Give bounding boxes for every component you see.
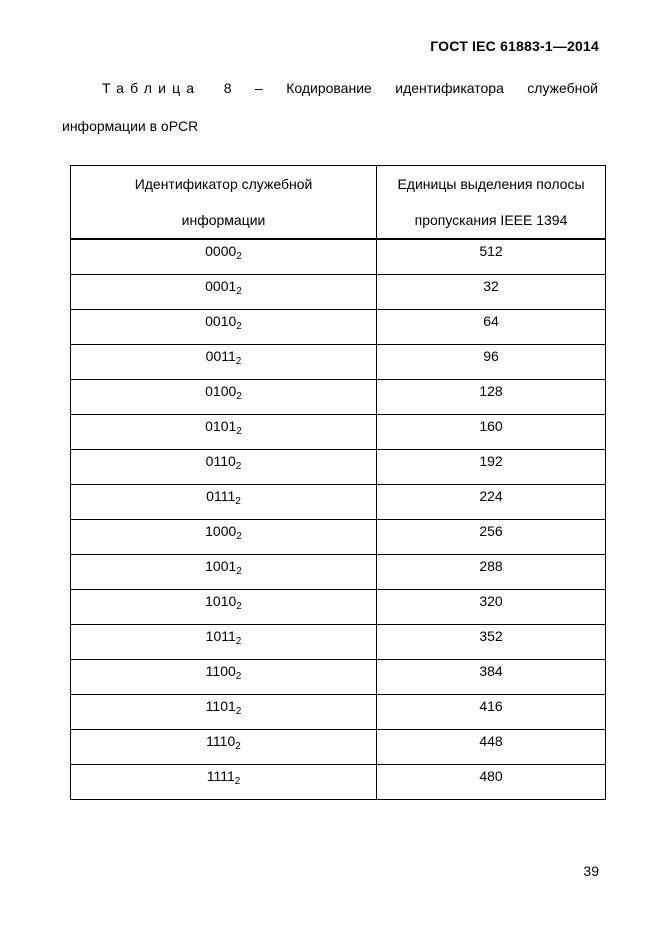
table-row	[71, 414, 606, 449]
identifier-cell	[71, 274, 377, 309]
bandwidth-units-cell: 448	[377, 729, 606, 764]
column-header-line: пропускания IEEE 1394	[414, 212, 568, 228]
identifier-value: 0111	[206, 487, 236, 504]
identifier-cell	[71, 624, 377, 659]
identifier-cell	[71, 659, 377, 694]
identifier-cell	[71, 484, 377, 519]
bandwidth-units-cell: 224	[377, 484, 606, 519]
table-row	[71, 764, 606, 799]
identifier-value: 1001	[205, 557, 237, 574]
identifier-value: 0011	[205, 347, 236, 364]
identifier-cell	[71, 239, 377, 274]
table-row	[71, 344, 606, 379]
bandwidth-units-cell: 192	[377, 449, 606, 484]
bandwidth-units-cell: 512	[377, 239, 606, 274]
table-header-row	[71, 166, 606, 240]
identifier-cell	[71, 589, 377, 624]
bandwidth-units-cell: 256	[377, 519, 606, 554]
identifier-value: 0010	[205, 312, 237, 329]
identifier-cell	[71, 764, 377, 799]
column-header-line: Идентификатор служебной	[134, 176, 313, 192]
identifier-cell	[71, 449, 377, 484]
identifier-value: 1111	[206, 767, 235, 784]
table-row	[71, 519, 606, 554]
binary-base-subscript: 2	[235, 705, 242, 717]
caption-word: Кодирование	[286, 80, 372, 96]
identifier-value: 1011	[205, 627, 236, 644]
binary-base-subscript: 2	[234, 775, 241, 787]
identifier-value: 0100	[205, 382, 237, 399]
table-row	[71, 694, 606, 729]
table-caption-continuation: информации в oPCR	[62, 118, 199, 134]
identifier-value: 0000	[205, 243, 237, 259]
table-row	[71, 484, 606, 519]
identifier-cell	[71, 309, 377, 344]
column-header-line: информации	[181, 212, 266, 228]
bandwidth-units-cell: 384	[377, 659, 606, 694]
table-row	[71, 659, 606, 694]
identifier-cell	[71, 729, 377, 764]
binary-base-subscript: 2	[236, 320, 242, 332]
caption-dash: –	[254, 80, 263, 96]
identifier-value: 0101	[205, 417, 237, 434]
table-row	[71, 239, 606, 274]
identifier-cell	[71, 694, 377, 729]
table-row	[71, 449, 606, 484]
identifier-value: 1100	[205, 662, 236, 679]
column-header-identifier	[71, 166, 377, 240]
identifier-value: 0001	[205, 277, 237, 294]
identifier-value: 1000	[205, 522, 237, 539]
identifier-value: 0110	[205, 452, 236, 469]
bandwidth-units-cell: 320	[377, 589, 606, 624]
table-row	[71, 274, 606, 309]
bandwidth-units-cell: 96	[377, 344, 606, 379]
binary-base-subscript: 2	[235, 635, 242, 647]
binary-base-subscript: 2	[236, 285, 242, 297]
identifier-cell	[71, 344, 377, 379]
bandwidth-units-cell: 32	[377, 274, 606, 309]
binary-base-subscript: 2	[235, 355, 242, 367]
caption-word: идентификатора	[395, 80, 504, 96]
table-row	[71, 309, 606, 344]
binary-base-subscript: 2	[235, 740, 241, 752]
column-header-line: Единицы выделения полосы	[397, 176, 585, 192]
column-header-bandwidth	[377, 166, 606, 240]
table-caption	[102, 80, 598, 96]
binary-base-subscript: 2	[236, 530, 242, 542]
bandwidth-units-cell: 352	[377, 624, 606, 659]
coding-table	[70, 165, 606, 800]
table-row	[71, 624, 606, 659]
identifier-value: 1110	[206, 732, 236, 749]
document-header: ГОСТ IEC 61883-1—2014	[430, 38, 599, 54]
bandwidth-units-cell: 64	[377, 309, 606, 344]
identifier-cell	[71, 414, 377, 449]
page-number: 39	[583, 863, 599, 879]
binary-base-subscript: 2	[236, 565, 242, 577]
binary-base-subscript: 2	[236, 600, 242, 612]
table-row	[71, 379, 606, 414]
caption-number: 8	[223, 80, 232, 96]
binary-base-subscript: 2	[236, 425, 242, 437]
caption-label: Таблица	[102, 80, 201, 96]
table-body	[71, 239, 606, 799]
bandwidth-units-cell: 160	[377, 414, 606, 449]
identifier-cell	[71, 554, 377, 589]
identifier-value: 1010	[205, 592, 237, 609]
binary-base-subscript: 2	[235, 460, 242, 472]
identifier-cell	[71, 379, 377, 414]
bandwidth-units-cell: 416	[377, 694, 606, 729]
binary-base-subscript: 2	[236, 251, 242, 262]
binary-base-subscript: 2	[235, 495, 241, 507]
binary-base-subscript: 2	[236, 390, 242, 402]
identifier-value: 1101	[205, 697, 236, 714]
table-row	[71, 554, 606, 589]
table-row	[71, 589, 606, 624]
table-row	[71, 729, 606, 764]
identifier-cell	[71, 519, 377, 554]
bandwidth-units-cell: 480	[377, 764, 606, 799]
bandwidth-units-cell: 128	[377, 379, 606, 414]
binary-base-subscript: 2	[235, 670, 242, 682]
bandwidth-units-cell: 288	[377, 554, 606, 589]
caption-word: служебной	[527, 80, 598, 96]
